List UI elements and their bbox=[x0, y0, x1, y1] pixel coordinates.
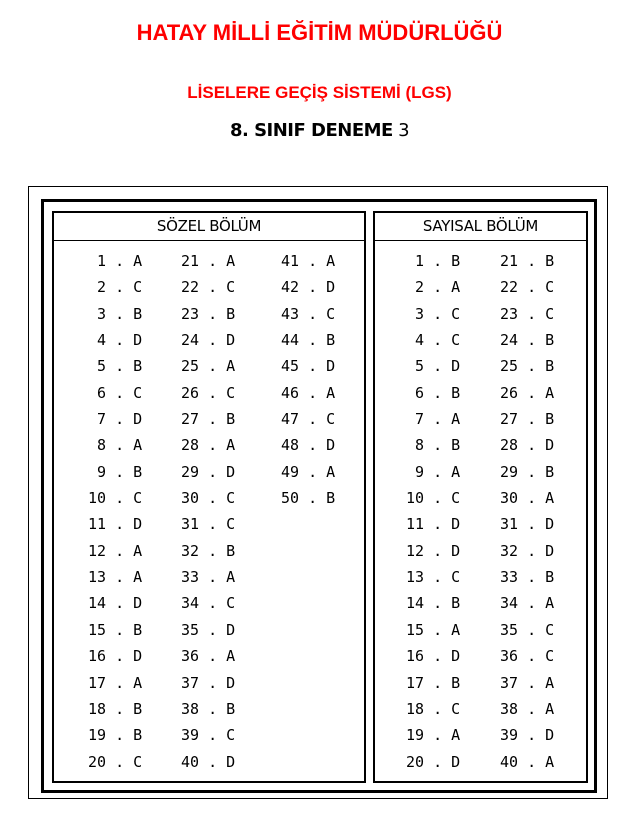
sayisal-answer-item: 35 . C bbox=[500, 620, 555, 639]
sozel-answer-item: 38 . B bbox=[181, 699, 236, 718]
sozel-title: SÖZEL BÖLÜM bbox=[54, 213, 364, 241]
sozel-answer-item: 25 . A bbox=[181, 357, 236, 376]
sozel-answer-item: 32 . B bbox=[181, 541, 236, 560]
sayisal-answer-column bbox=[500, 248, 554, 775]
sayisal-answer-item: 19 . A bbox=[406, 726, 461, 745]
sozel-answer-item: 41 . A bbox=[281, 252, 336, 270]
sozel-answer-item: 1 . A bbox=[88, 252, 143, 270]
sayisal-answer-item: 39 . D bbox=[500, 726, 555, 745]
sozel-answer-item: 33 . A bbox=[181, 568, 236, 587]
sozel-answer-item: 46 . A bbox=[281, 383, 336, 402]
sayisal-answer-item: 29 . B bbox=[500, 462, 555, 481]
sayisal-answer-item: 24 . B bbox=[500, 331, 555, 350]
sayisal-answer-item: 9 . A bbox=[406, 462, 461, 481]
sozel-answer-item: 26 . C bbox=[181, 383, 236, 402]
sozel-answer-item: 19 . B bbox=[88, 726, 143, 745]
sayisal-answer-item: 37 . A bbox=[500, 673, 555, 692]
sozel-answer-item: 7 . D bbox=[88, 410, 143, 429]
sozel-panel bbox=[52, 211, 366, 783]
sayisal-answer-item: 40 . A bbox=[500, 752, 555, 771]
sayisal-answer-item: 33 . B bbox=[500, 568, 555, 587]
sozel-answer-item: 47 . C bbox=[281, 410, 336, 429]
sayisal-answer-item: 12 . D bbox=[406, 541, 461, 560]
sozel-answer-item: 30 . C bbox=[181, 489, 236, 508]
sozel-answer-item: 10 . C bbox=[88, 489, 143, 508]
sayisal-answer-item: 14 . B bbox=[406, 594, 461, 613]
sayisal-title: SAYISAL BÖLÜM bbox=[375, 213, 586, 241]
sayisal-answer-item: 22 . C bbox=[500, 278, 555, 297]
sayisal-answer-item: 28 . D bbox=[500, 436, 555, 455]
sayisal-answer-item: 34 . A bbox=[500, 594, 555, 613]
sozel-answer-item: 45 . D bbox=[281, 357, 336, 376]
sozel-answer-item: 6 . C bbox=[88, 383, 143, 402]
sozel-answer-column bbox=[281, 248, 335, 511]
exam-number: 3 bbox=[398, 120, 410, 141]
sozel-answer-item: 5 . B bbox=[88, 357, 143, 376]
sozel-answer-item: 39 . C bbox=[181, 726, 236, 745]
sozel-answer-item: 27 . B bbox=[181, 410, 236, 429]
sozel-answer-item: 36 . A bbox=[181, 647, 236, 666]
sozel-answer-item: 23 . B bbox=[181, 304, 236, 323]
sayisal-answer-item: 23 . C bbox=[500, 304, 555, 323]
sozel-answer-column bbox=[88, 248, 142, 775]
sozel-answer-item: 8 . A bbox=[88, 436, 143, 455]
sayisal-answer-item: 16 . D bbox=[406, 647, 461, 666]
sayisal-answer-item: 38 . A bbox=[500, 699, 555, 718]
sozel-answer-item: 42 . D bbox=[281, 278, 336, 297]
sayisal-answer-item: 3 . C bbox=[406, 304, 461, 323]
sayisal-answer-item: 21 . B bbox=[500, 252, 555, 270]
sozel-answer-item: 50 . B bbox=[281, 489, 336, 508]
sozel-answer-item: 35 . D bbox=[181, 620, 236, 639]
sozel-answer-item: 20 . C bbox=[88, 752, 143, 771]
page-subtitle: LİSELERE GEÇİŞ SİSTEMİ (LGS) bbox=[187, 83, 452, 102]
sozel-answer-item: 3 . B bbox=[88, 304, 143, 323]
sozel-answer-item: 12 . A bbox=[88, 541, 143, 560]
sayisal-answer-item: 13 . C bbox=[406, 568, 461, 587]
exam-name bbox=[0, 120, 639, 141]
sayisal-answer-item: 5 . D bbox=[406, 357, 461, 376]
sozel-answer-item: 16 . D bbox=[88, 647, 143, 666]
sozel-answer-item: 37 . D bbox=[181, 673, 236, 692]
sayisal-answer-item: 32 . D bbox=[500, 541, 555, 560]
sozel-answer-item: 15 . B bbox=[88, 620, 143, 639]
sozel-answer-item: 11 . D bbox=[88, 515, 143, 534]
sozel-answer-item: 44 . B bbox=[281, 331, 336, 350]
sayisal-answer-item: 25 . B bbox=[500, 357, 555, 376]
sayisal-answer-item: 18 . C bbox=[406, 699, 461, 718]
page-title: HATAY MİLLİ EĞİTİM MÜDÜRLÜĞÜ bbox=[136, 20, 503, 45]
sayisal-answer-column bbox=[406, 248, 460, 775]
sayisal-panel bbox=[373, 211, 588, 783]
sayisal-answer-item: 4 . C bbox=[406, 331, 461, 350]
sayisal-answer-item: 10 . C bbox=[406, 489, 461, 508]
sayisal-answer-item: 31 . D bbox=[500, 515, 555, 534]
sayisal-answer-item: 1 . B bbox=[406, 252, 461, 270]
sozel-answer-item: 4 . D bbox=[88, 331, 143, 350]
sayisal-answer-item: 2 . A bbox=[406, 278, 461, 297]
sozel-answer-item: 24 . D bbox=[181, 331, 236, 350]
sayisal-answer-item: 7 . A bbox=[406, 410, 461, 429]
exam-prefix: 8. SINIF DENEME bbox=[229, 120, 393, 141]
sayisal-answer-item: 26 . A bbox=[500, 383, 555, 402]
sayisal-answer-item: 8 . B bbox=[406, 436, 461, 455]
sozel-answer-item: 29 . D bbox=[181, 462, 236, 481]
sayisal-answer-item: 17 . B bbox=[406, 673, 461, 692]
sozel-answer-item: 48 . D bbox=[281, 436, 336, 455]
sozel-answer-column bbox=[181, 248, 235, 775]
sayisal-answer-item: 27 . B bbox=[500, 410, 555, 429]
sozel-answer-item: 9 . B bbox=[88, 462, 143, 481]
sozel-answer-item: 14 . D bbox=[88, 594, 143, 613]
sozel-answer-item: 17 . A bbox=[88, 673, 143, 692]
sayisal-answer-item: 30 . A bbox=[500, 489, 555, 508]
sozel-answer-item: 18 . B bbox=[88, 699, 143, 718]
sayisal-answer-item: 6 . B bbox=[406, 383, 461, 402]
sozel-answer-item: 40 . D bbox=[181, 752, 236, 771]
sayisal-answer-item: 20 . D bbox=[406, 752, 461, 771]
sozel-answer-item: 22 . C bbox=[181, 278, 236, 297]
sozel-answer-item: 2 . C bbox=[88, 278, 143, 297]
sozel-answer-item: 34 . C bbox=[181, 594, 236, 613]
sozel-answer-item: 28 . A bbox=[181, 436, 236, 455]
sozel-answer-item: 31 . C bbox=[181, 515, 236, 534]
sozel-answer-item: 13 . A bbox=[88, 568, 143, 587]
sozel-answer-item: 49 . A bbox=[281, 462, 336, 481]
sayisal-answer-item: 11 . D bbox=[406, 515, 461, 534]
sozel-answer-item: 43 . C bbox=[281, 304, 336, 323]
sozel-answer-item: 21 . A bbox=[181, 252, 236, 270]
sayisal-answer-item: 15 . A bbox=[406, 620, 461, 639]
sayisal-answer-item: 36 . C bbox=[500, 647, 555, 666]
